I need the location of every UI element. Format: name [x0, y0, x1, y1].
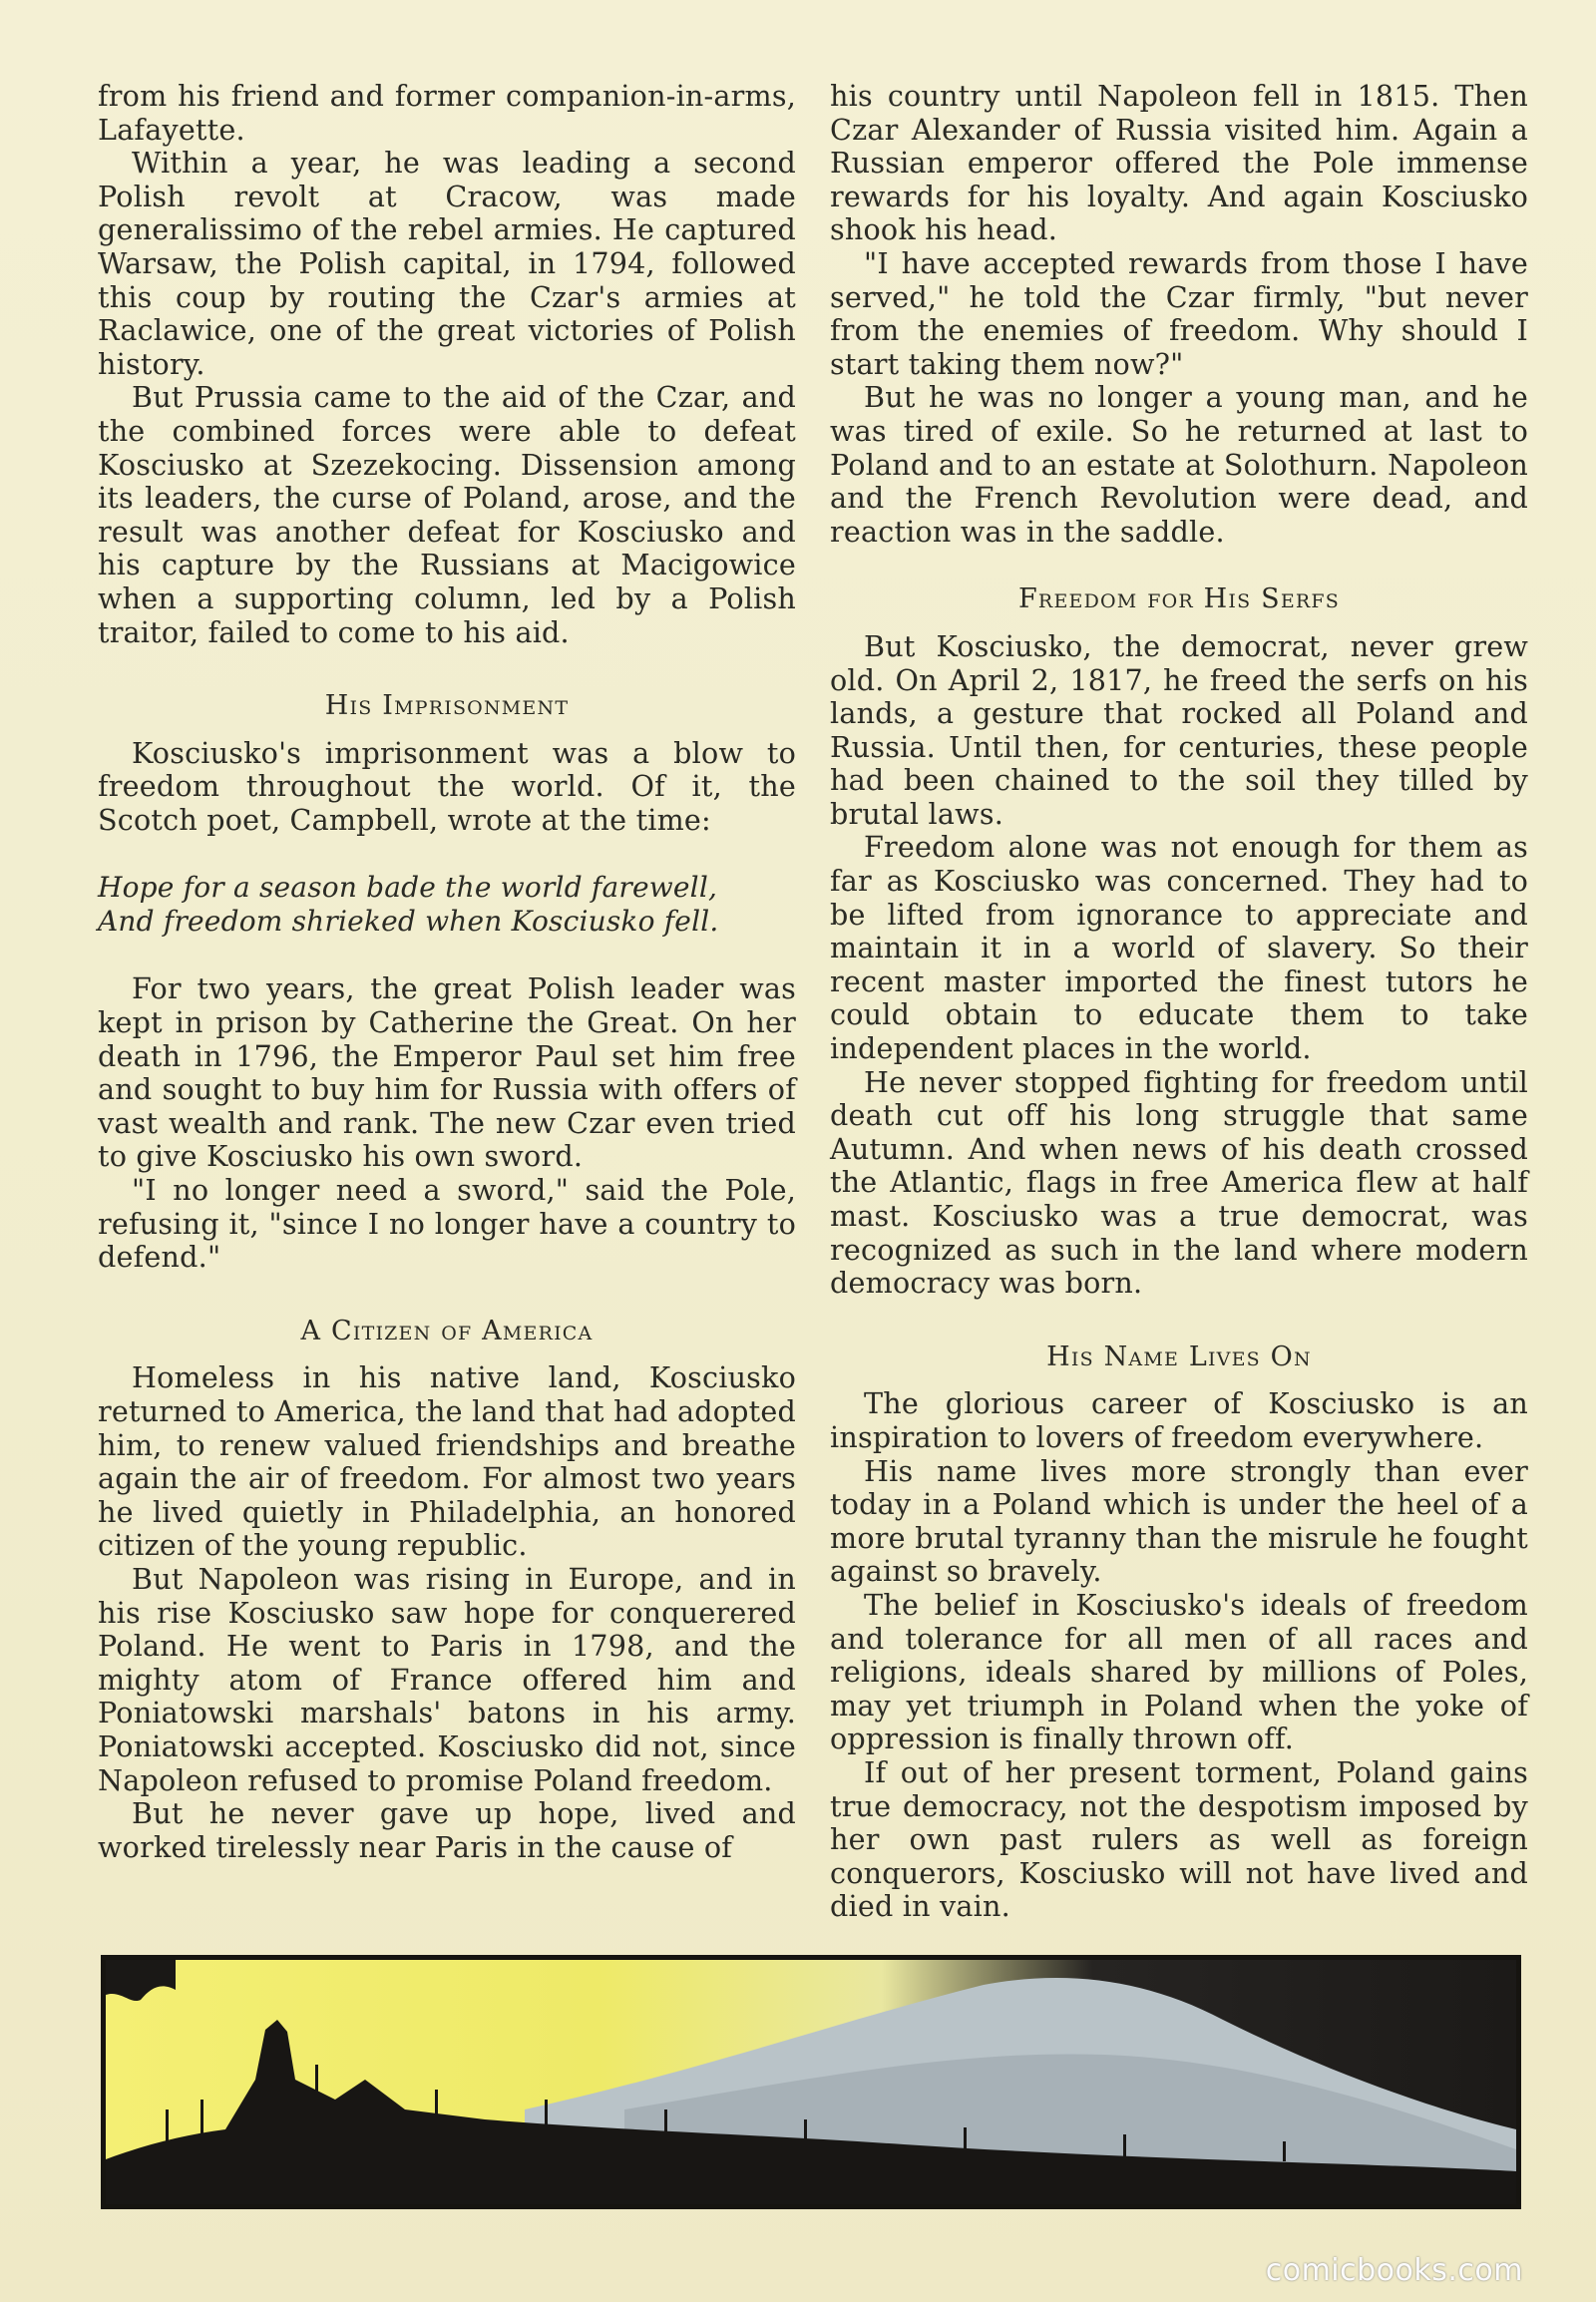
paragraph: "I no longer need a sword," said the Pole, refusing it, "since I no longer have a country to defend." [98, 1173, 796, 1275]
section-heading-imprisonment: His Imprisonment [324, 690, 570, 722]
poem-line: Hope for a season bade the world farewell, [98, 871, 718, 905]
paragraph: But Napoleon was rising in Europe, and in his rise Kosciusko saw hope for conquerered Poland. He went to Paris in 1798, and the mighty atom of France offered him and Poniatowski marshals' batons in his army. Poniatowski accepted. Kosciusko did not, since Napoleon refused to promise Poland freedom. [98, 1561, 796, 1797]
section-heading-citizen: A Citizen of America [300, 1315, 594, 1346]
section-heading-freedom: Freedom for His Serfs [1018, 583, 1340, 615]
army-silhouette-illustration [101, 1955, 1521, 2209]
paragraph: his country until Napoleon fell in 1815. Then Czar Alexander of Russia visited him. Again a Russian emperor offered the Pole immense rewards for his loyalty. And again Kosciusko shook his head. [830, 79, 1528, 247]
site-watermark: comicbooks.com [1265, 2253, 1523, 2288]
paragraph: If out of her present torment, Poland gains true democracy, not the despotism imposed by her own past rulers as well as foreign conquerors, Kosciusko will not have lived and died in vain. [830, 1754, 1528, 1924]
illustration-art [106, 1960, 1516, 2204]
paragraph: from his friend and former companion-in-arms, Lafayette. [98, 79, 796, 147]
left-column [98, 80, 796, 1864]
paragraph: The belief in Kosciusko's ideals of freedom and tolerance for all men of all races and religions, ideals shared by millions of Poles, may yet triumph in Poland when the yoke of oppression is finally thrown off. [830, 1587, 1528, 1756]
poem-quote [98, 871, 796, 939]
paragraph: The glorious career of Kosciusko is an inspiration to lovers of freedom everywhere. [830, 1386, 1528, 1454]
poem-line: And freedom shrieked when Kosciusko fell. [98, 905, 719, 939]
section-heading-name-lives: His Name Lives On [1046, 1341, 1312, 1372]
paragraph: Kosciusko's imprisonment was a blow to freedom throughout the world. Of it, the Scotch poet, Campbell, wrote at the time: [98, 735, 796, 837]
paragraph: But he never gave up hope, lived and worked tirelessly near Paris in the cause of [98, 1796, 796, 1864]
paragraph: Freedom alone was not enough for them as far as Kosciusko was concerned. They had to be lifted from ignorance to appreciate and maintain it in a world of slavery. So their recent master imported the finest tutors he could obtain to educate them to take independent places in the world. [830, 830, 1528, 1066]
paragraph: "I have accepted rewards from those I have served," he told the Czar firmly, "but never from the enemies of freedom. Why should I start taking them now?" [830, 245, 1528, 381]
paragraph: Homeless in his native land, Kosciusko returned to America, the land that had adopted him, to renew valued friendships and breathe again the air of freedom. For almost two years he lived quietly in Philadelphia, an honored citizen of the young republic. [98, 1360, 796, 1563]
paragraph: He never stopped fighting for freedom until death cut off his long struggle that same Autumn. And when news of his death crossed the Atlantic, flags in free America flew at half mast. Kosciusko was a true democrat, was recognized as such in the land where modern democracy was born. [830, 1064, 1528, 1301]
paragraph: His name lives more strongly than ever today in a Poland which is under the heel of a more brutal tyranny than the misrule he fought against so bravely. [830, 1453, 1528, 1589]
right-column [830, 80, 1528, 1924]
paragraph: Within a year, he was leading a second Polish revolt at Cracow, was made generalissimo of the rebel armies. He captured Warsaw, the Polish capital, in 1794, followed this coup by routing the Czar's armies at Raclawice, one of the great victories of Polish history. [98, 146, 796, 381]
paragraph: For two years, the great Polish leader was kept in prison by Catherine the Great. On her death in 1796, the Emperor Paul set him free and sought to buy him for Russia with offers of vast wealth and rank. The new Czar even tried to give Kosciusko his own sword. [98, 971, 796, 1174]
paragraph: But Kosciusko, the democrat, never grew old. On April 2, 1817, he freed the serfs on his lands, a gesture that rocked all Poland and Russia. Until then, for centuries, these people had been chained to the soil they tilled by brutal laws. [830, 628, 1528, 831]
paragraph: But he was no longer a young man, and he was tired of exile. So he returned at last to Poland and to an estate at Solothurn. Napoleon and the French Revolution were dead, and reaction was in the saddle. [830, 380, 1528, 549]
paragraph: But Prussia came to the aid of the Czar, and the combined forces were able to defeat Kosciusko at Szezekocing. Dissension among its leaders, the curse of Poland, arose, and the result was another defeat for Kosciusko and his capture by the Russians at Macigowice when a supporting column, led by a Polish traitor, failed to come to his aid. [98, 380, 796, 649]
